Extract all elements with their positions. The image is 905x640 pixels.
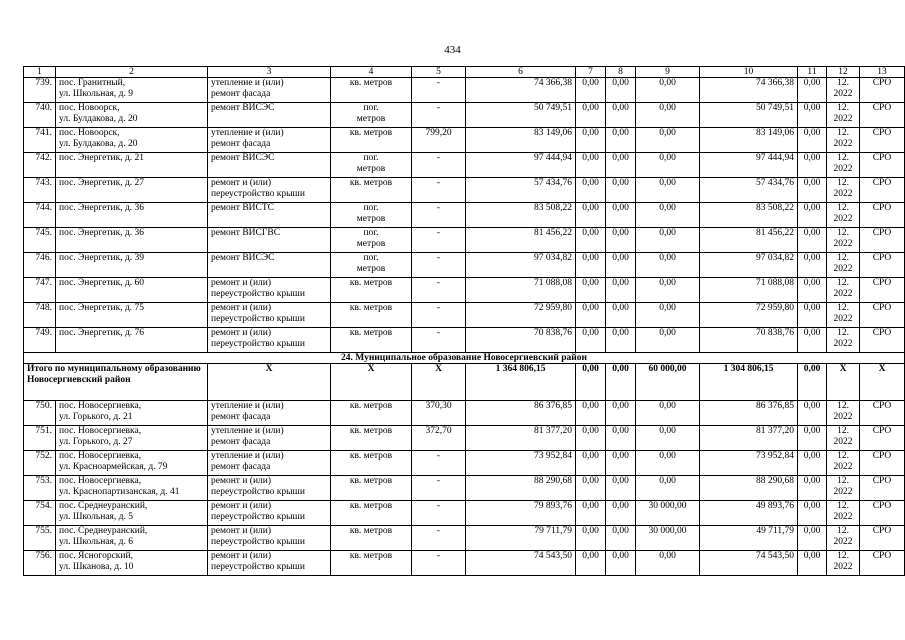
value-cell: 0,00: [576, 78, 606, 103]
work-type-cell: ремонт ВИСЭС: [208, 253, 331, 278]
value-cell: 0,00: [636, 178, 700, 203]
value-cell: 0,00: [798, 178, 827, 203]
value-cell: 0,00: [606, 128, 636, 153]
term-cell: 12. 2022: [827, 401, 860, 426]
value-cell: 0,00: [606, 103, 636, 128]
value-cell: 0,00: [636, 328, 700, 353]
column-number: 4: [331, 67, 412, 78]
term-cell: 12. 2022: [827, 426, 860, 451]
total-cell: X: [412, 364, 466, 401]
total-cell: 1 304 806,15: [700, 364, 798, 401]
unit-cell: кв. метров: [331, 551, 412, 576]
column-number: 6: [466, 67, 576, 78]
unit-cell: кв. метров: [331, 401, 412, 426]
row-number: 751.: [24, 426, 56, 451]
address-cell: пос. Энергетик, д. 36: [56, 228, 208, 253]
total-cell: 1 364 806,15: [466, 364, 576, 401]
quantity-cell: -: [412, 153, 466, 178]
term-cell: 12. 2022: [827, 526, 860, 551]
value-cell: 0,00: [636, 228, 700, 253]
unit-cell: пог. метров: [331, 153, 412, 178]
unit-cell: кв. метров: [331, 178, 412, 203]
term-cell: 12. 2022: [827, 501, 860, 526]
term-cell: 12. 2022: [827, 203, 860, 228]
value-cell: 0,00: [798, 476, 827, 501]
work-type-cell: ремонт и (или) переустройство крыши: [208, 476, 331, 501]
value-cell: 0,00: [576, 278, 606, 303]
unit-cell: кв. метров: [331, 476, 412, 501]
row-number: 749.: [24, 328, 56, 353]
work-type-cell: ремонт и (или) переустройство крыши: [208, 278, 331, 303]
value-cell: 83 508,22: [700, 203, 798, 228]
value-cell: 0,00: [576, 328, 606, 353]
row-number: 754.: [24, 501, 56, 526]
value-cell: 0,00: [798, 526, 827, 551]
value-cell: 0,00: [606, 253, 636, 278]
value-cell: 0,00: [636, 153, 700, 178]
cost-cell: 73 952,84: [466, 451, 576, 476]
table-row: [24, 451, 905, 476]
term-cell: 12. 2022: [827, 103, 860, 128]
value-cell: 97 034,82: [700, 253, 798, 278]
value-cell: 0,00: [636, 551, 700, 576]
value-cell: 0,00: [798, 328, 827, 353]
quantity-cell: -: [412, 303, 466, 328]
unit-cell: кв. метров: [331, 303, 412, 328]
value-cell: 0,00: [798, 551, 827, 576]
unit-cell: пог. метров: [331, 253, 412, 278]
table-row: [24, 303, 905, 328]
value-cell: 30 000,00: [636, 501, 700, 526]
quantity-cell: -: [412, 551, 466, 576]
address-cell: пос. Ясногорский, ул. Шканова, д. 10: [56, 551, 208, 576]
value-cell: 81 456,22: [700, 228, 798, 253]
table-row: [24, 526, 905, 551]
cost-cell: 71 088,08: [466, 278, 576, 303]
executor-cell: СРО: [860, 426, 905, 451]
executor-cell: СРО: [860, 476, 905, 501]
value-cell: 0,00: [576, 451, 606, 476]
value-cell: 0,00: [576, 178, 606, 203]
work-type-cell: ремонт и (или) переустройство крыши: [208, 178, 331, 203]
total-row: [24, 364, 905, 401]
executor-cell: СРО: [860, 203, 905, 228]
table-row: [24, 476, 905, 501]
value-cell: 83 149,06: [700, 128, 798, 153]
total-cell: 0,00: [798, 364, 827, 401]
unit-cell: пог. метров: [331, 103, 412, 128]
executor-cell: СРО: [860, 501, 905, 526]
work-type-cell: ремонт ВИСГВС: [208, 228, 331, 253]
value-cell: 0,00: [576, 203, 606, 228]
cost-cell: 79 893,76: [466, 501, 576, 526]
unit-cell: кв. метров: [331, 426, 412, 451]
value-cell: 49 893,76: [700, 501, 798, 526]
column-number: 3: [208, 67, 331, 78]
column-number: 9: [636, 67, 700, 78]
value-cell: 0,00: [606, 328, 636, 353]
value-cell: 0,00: [798, 228, 827, 253]
executor-cell: СРО: [860, 451, 905, 476]
value-cell: 0,00: [576, 476, 606, 501]
address-cell: пос. Энергетик, д. 27: [56, 178, 208, 203]
row-number: 745.: [24, 228, 56, 253]
value-cell: 0,00: [606, 228, 636, 253]
value-cell: 0,00: [798, 103, 827, 128]
unit-cell: кв. метров: [331, 526, 412, 551]
unit-cell: кв. метров: [331, 451, 412, 476]
term-cell: 12. 2022: [827, 328, 860, 353]
quantity-cell: -: [412, 451, 466, 476]
cost-cell: 70 838,76: [466, 328, 576, 353]
total-cell: X: [860, 364, 905, 401]
executor-cell: СРО: [860, 228, 905, 253]
address-cell: пос. Новоорск, ул. Булдакова, д. 20: [56, 103, 208, 128]
column-number: 5: [412, 67, 466, 78]
cost-cell: 81 377,20: [466, 426, 576, 451]
value-cell: 0,00: [798, 153, 827, 178]
table-row: [24, 328, 905, 353]
cost-cell: 79 711,79: [466, 526, 576, 551]
unit-cell: пог. метров: [331, 203, 412, 228]
work-type-cell: ремонт ВИСЭС: [208, 153, 331, 178]
executor-cell: СРО: [860, 153, 905, 178]
value-cell: 0,00: [798, 426, 827, 451]
value-cell: 0,00: [636, 476, 700, 501]
quantity-cell: -: [412, 501, 466, 526]
address-cell: пос. Среднеуранский, ул. Школьная, д. 6: [56, 526, 208, 551]
table-row: [24, 501, 905, 526]
value-cell: 0,00: [798, 451, 827, 476]
table-row: [24, 103, 905, 128]
term-cell: 12. 2022: [827, 476, 860, 501]
unit-cell: кв. метров: [331, 328, 412, 353]
value-cell: 0,00: [606, 451, 636, 476]
value-cell: 0,00: [576, 426, 606, 451]
value-cell: 0,00: [606, 476, 636, 501]
value-cell: 73 952,84: [700, 451, 798, 476]
unit-cell: пог. метров: [331, 228, 412, 253]
row-number: 750.: [24, 401, 56, 426]
executor-cell: СРО: [860, 551, 905, 576]
work-type-cell: ремонт и (или) переустройство крыши: [208, 551, 331, 576]
value-cell: 0,00: [606, 153, 636, 178]
table-row: [24, 426, 905, 451]
value-cell: 0,00: [606, 78, 636, 103]
value-cell: 71 088,08: [700, 278, 798, 303]
quantity-cell: -: [412, 78, 466, 103]
value-cell: 86 376,85: [700, 401, 798, 426]
value-cell: 0,00: [636, 128, 700, 153]
value-cell: 0,00: [636, 103, 700, 128]
executor-cell: СРО: [860, 526, 905, 551]
value-cell: 0,00: [636, 401, 700, 426]
value-cell: 72 959,80: [700, 303, 798, 328]
value-cell: 0,00: [606, 278, 636, 303]
quantity-cell: -: [412, 203, 466, 228]
row-number: 748.: [24, 303, 56, 328]
column-number-row: [24, 67, 905, 78]
row-number: 740.: [24, 103, 56, 128]
row-number: 743.: [24, 178, 56, 203]
table-row: [24, 278, 905, 303]
section-title: 24. Муниципальное образование Новосергиевский район: [24, 353, 905, 364]
value-cell: 81 377,20: [700, 426, 798, 451]
value-cell: 0,00: [576, 253, 606, 278]
column-number: 2: [56, 67, 208, 78]
work-type-cell: ремонт ВИСЭС: [208, 103, 331, 128]
quantity-cell: -: [412, 526, 466, 551]
total-cell: X: [331, 364, 412, 401]
executor-cell: СРО: [860, 178, 905, 203]
value-cell: 0,00: [576, 401, 606, 426]
table-row: [24, 178, 905, 203]
page-number: 434: [444, 44, 461, 56]
cost-cell: 57 434,76: [466, 178, 576, 203]
value-cell: 88 290,68: [700, 476, 798, 501]
row-number: 755.: [24, 526, 56, 551]
cost-cell: 83 149,06: [466, 128, 576, 153]
executor-cell: СРО: [860, 278, 905, 303]
quantity-cell: 372,70: [412, 426, 466, 451]
cost-cell: 83 508,22: [466, 203, 576, 228]
value-cell: 0,00: [606, 526, 636, 551]
table-row: [24, 551, 905, 576]
value-cell: 0,00: [798, 278, 827, 303]
work-type-cell: ремонт ВИСТС: [208, 203, 331, 228]
work-type-cell: утепление и (или) ремонт фасада: [208, 451, 331, 476]
cost-cell: 74 366,38: [466, 78, 576, 103]
cost-cell: 86 376,85: [466, 401, 576, 426]
row-number: 746.: [24, 253, 56, 278]
unit-cell: кв. метров: [331, 128, 412, 153]
table-row: [24, 153, 905, 178]
unit-cell: кв. метров: [331, 78, 412, 103]
column-number: 10: [700, 67, 798, 78]
value-cell: 97 444,94: [700, 153, 798, 178]
table-row: [24, 203, 905, 228]
term-cell: 12. 2022: [827, 253, 860, 278]
column-number: 13: [860, 67, 905, 78]
address-cell: пос. Новосергиевка, ул. Горького, д. 21: [56, 401, 208, 426]
cost-cell: 72 959,80: [466, 303, 576, 328]
value-cell: 0,00: [798, 128, 827, 153]
executor-cell: СРО: [860, 103, 905, 128]
value-cell: 57 434,76: [700, 178, 798, 203]
column-number: 11: [798, 67, 827, 78]
value-cell: 70 838,76: [700, 328, 798, 353]
row-number: 753.: [24, 476, 56, 501]
row-number: 741.: [24, 128, 56, 153]
value-cell: 0,00: [606, 551, 636, 576]
quantity-cell: 370,30: [412, 401, 466, 426]
row-number: 747.: [24, 278, 56, 303]
work-type-cell: утепление и (или) ремонт фасада: [208, 78, 331, 103]
row-number: 752.: [24, 451, 56, 476]
quantity-cell: -: [412, 103, 466, 128]
total-cell: 0,00: [576, 364, 606, 401]
column-number: 7: [576, 67, 606, 78]
value-cell: 0,00: [798, 501, 827, 526]
table-row: [24, 228, 905, 253]
value-cell: 0,00: [798, 303, 827, 328]
value-cell: 50 749,51: [700, 103, 798, 128]
address-cell: пос. Среднеуранский, ул. Школьная, д. 5: [56, 501, 208, 526]
quantity-cell: -: [412, 476, 466, 501]
work-type-cell: утепление и (или) ремонт фасада: [208, 401, 331, 426]
table-row: [24, 401, 905, 426]
unit-cell: кв. метров: [331, 501, 412, 526]
value-cell: 0,00: [606, 203, 636, 228]
cost-cell: 74 543,50: [466, 551, 576, 576]
address-cell: пос. Новосергиевка, ул. Краснопартизанская, д. 41: [56, 476, 208, 501]
row-number: 742.: [24, 153, 56, 178]
address-cell: пос. Энергетик, д. 76: [56, 328, 208, 353]
value-cell: 0,00: [606, 501, 636, 526]
value-cell: 0,00: [576, 526, 606, 551]
address-cell: пос. Гранитный, ул. Школьная, д. 9: [56, 78, 208, 103]
executor-cell: СРО: [860, 78, 905, 103]
cost-cell: 81 456,22: [466, 228, 576, 253]
value-cell: 0,00: [636, 426, 700, 451]
quantity-cell: -: [412, 278, 466, 303]
executor-cell: СРО: [860, 401, 905, 426]
total-cell: 0,00: [606, 364, 636, 401]
term-cell: 12. 2022: [827, 78, 860, 103]
value-cell: 0,00: [798, 203, 827, 228]
term-cell: 12. 2022: [827, 153, 860, 178]
value-cell: 0,00: [636, 203, 700, 228]
value-cell: 74 366,38: [700, 78, 798, 103]
executor-cell: СРО: [860, 128, 905, 153]
repair-program-table: [23, 66, 905, 576]
value-cell: 0,00: [798, 78, 827, 103]
work-type-cell: ремонт и (или) переустройство крыши: [208, 526, 331, 551]
value-cell: 0,00: [606, 178, 636, 203]
value-cell: 0,00: [636, 278, 700, 303]
quantity-cell: -: [412, 253, 466, 278]
column-number: 8: [606, 67, 636, 78]
value-cell: 74 543,50: [700, 551, 798, 576]
term-cell: 12. 2022: [827, 451, 860, 476]
total-cell: X: [827, 364, 860, 401]
work-type-cell: ремонт и (или) переустройство крыши: [208, 501, 331, 526]
term-cell: 12. 2022: [827, 278, 860, 303]
executor-cell: СРО: [860, 253, 905, 278]
total-label: Итого по муниципальному образованию Новосергиевский район: [24, 364, 208, 401]
work-type-cell: утепление и (или) ремонт фасада: [208, 128, 331, 153]
value-cell: 0,00: [576, 228, 606, 253]
quantity-cell: -: [412, 328, 466, 353]
total-cell: 60 000,00: [636, 364, 700, 401]
section-header-row: [24, 353, 905, 364]
term-cell: 12. 2022: [827, 303, 860, 328]
term-cell: 12. 2022: [827, 551, 860, 576]
table-row: [24, 128, 905, 153]
address-cell: пос. Новоорск, ул. Булдакова, д. 20: [56, 128, 208, 153]
value-cell: 0,00: [576, 153, 606, 178]
quantity-cell: -: [412, 228, 466, 253]
column-number: 12: [827, 67, 860, 78]
total-cell: X: [208, 364, 331, 401]
executor-cell: СРО: [860, 328, 905, 353]
value-cell: 0,00: [576, 303, 606, 328]
value-cell: 0,00: [576, 103, 606, 128]
term-cell: 12. 2022: [827, 178, 860, 203]
work-type-cell: ремонт и (или) переустройство крыши: [208, 303, 331, 328]
work-type-cell: ремонт и (или) переустройство крыши: [208, 328, 331, 353]
value-cell: 30 000,00: [636, 526, 700, 551]
address-cell: пос. Энергетик, д. 21: [56, 153, 208, 178]
term-cell: 12. 2022: [827, 128, 860, 153]
term-cell: 12. 2022: [827, 228, 860, 253]
address-cell: пос. Новосергиевка, ул. Красноармейская, д. 79: [56, 451, 208, 476]
row-number: 744.: [24, 203, 56, 228]
address-cell: пос. Энергетик, д. 60: [56, 278, 208, 303]
table-row: [24, 78, 905, 103]
cost-cell: 88 290,68: [466, 476, 576, 501]
unit-cell: кв. метров: [331, 278, 412, 303]
value-cell: 49 711,79: [700, 526, 798, 551]
cost-cell: 97 034,82: [466, 253, 576, 278]
value-cell: 0,00: [636, 78, 700, 103]
value-cell: 0,00: [636, 253, 700, 278]
value-cell: 0,00: [606, 401, 636, 426]
value-cell: 0,00: [606, 303, 636, 328]
value-cell: 0,00: [606, 426, 636, 451]
work-type-cell: утепление и (или) ремонт фасада: [208, 426, 331, 451]
table-row: [24, 253, 905, 278]
address-cell: пос. Новосергиевка, ул. Горького, д. 27: [56, 426, 208, 451]
cost-cell: 50 749,51: [466, 103, 576, 128]
value-cell: 0,00: [576, 128, 606, 153]
value-cell: 0,00: [798, 253, 827, 278]
address-cell: пос. Энергетик, д. 39: [56, 253, 208, 278]
column-number: 1: [24, 67, 56, 78]
value-cell: 0,00: [636, 451, 700, 476]
cost-cell: 97 444,94: [466, 153, 576, 178]
address-cell: пос. Энергетик, д. 36: [56, 203, 208, 228]
quantity-cell: 799,20: [412, 128, 466, 153]
row-number: 739.: [24, 78, 56, 103]
row-number: 756.: [24, 551, 56, 576]
executor-cell: СРО: [860, 303, 905, 328]
value-cell: 0,00: [576, 501, 606, 526]
value-cell: 0,00: [636, 303, 700, 328]
quantity-cell: -: [412, 178, 466, 203]
address-cell: пос. Энергетик, д. 75: [56, 303, 208, 328]
value-cell: 0,00: [576, 551, 606, 576]
value-cell: 0,00: [798, 401, 827, 426]
